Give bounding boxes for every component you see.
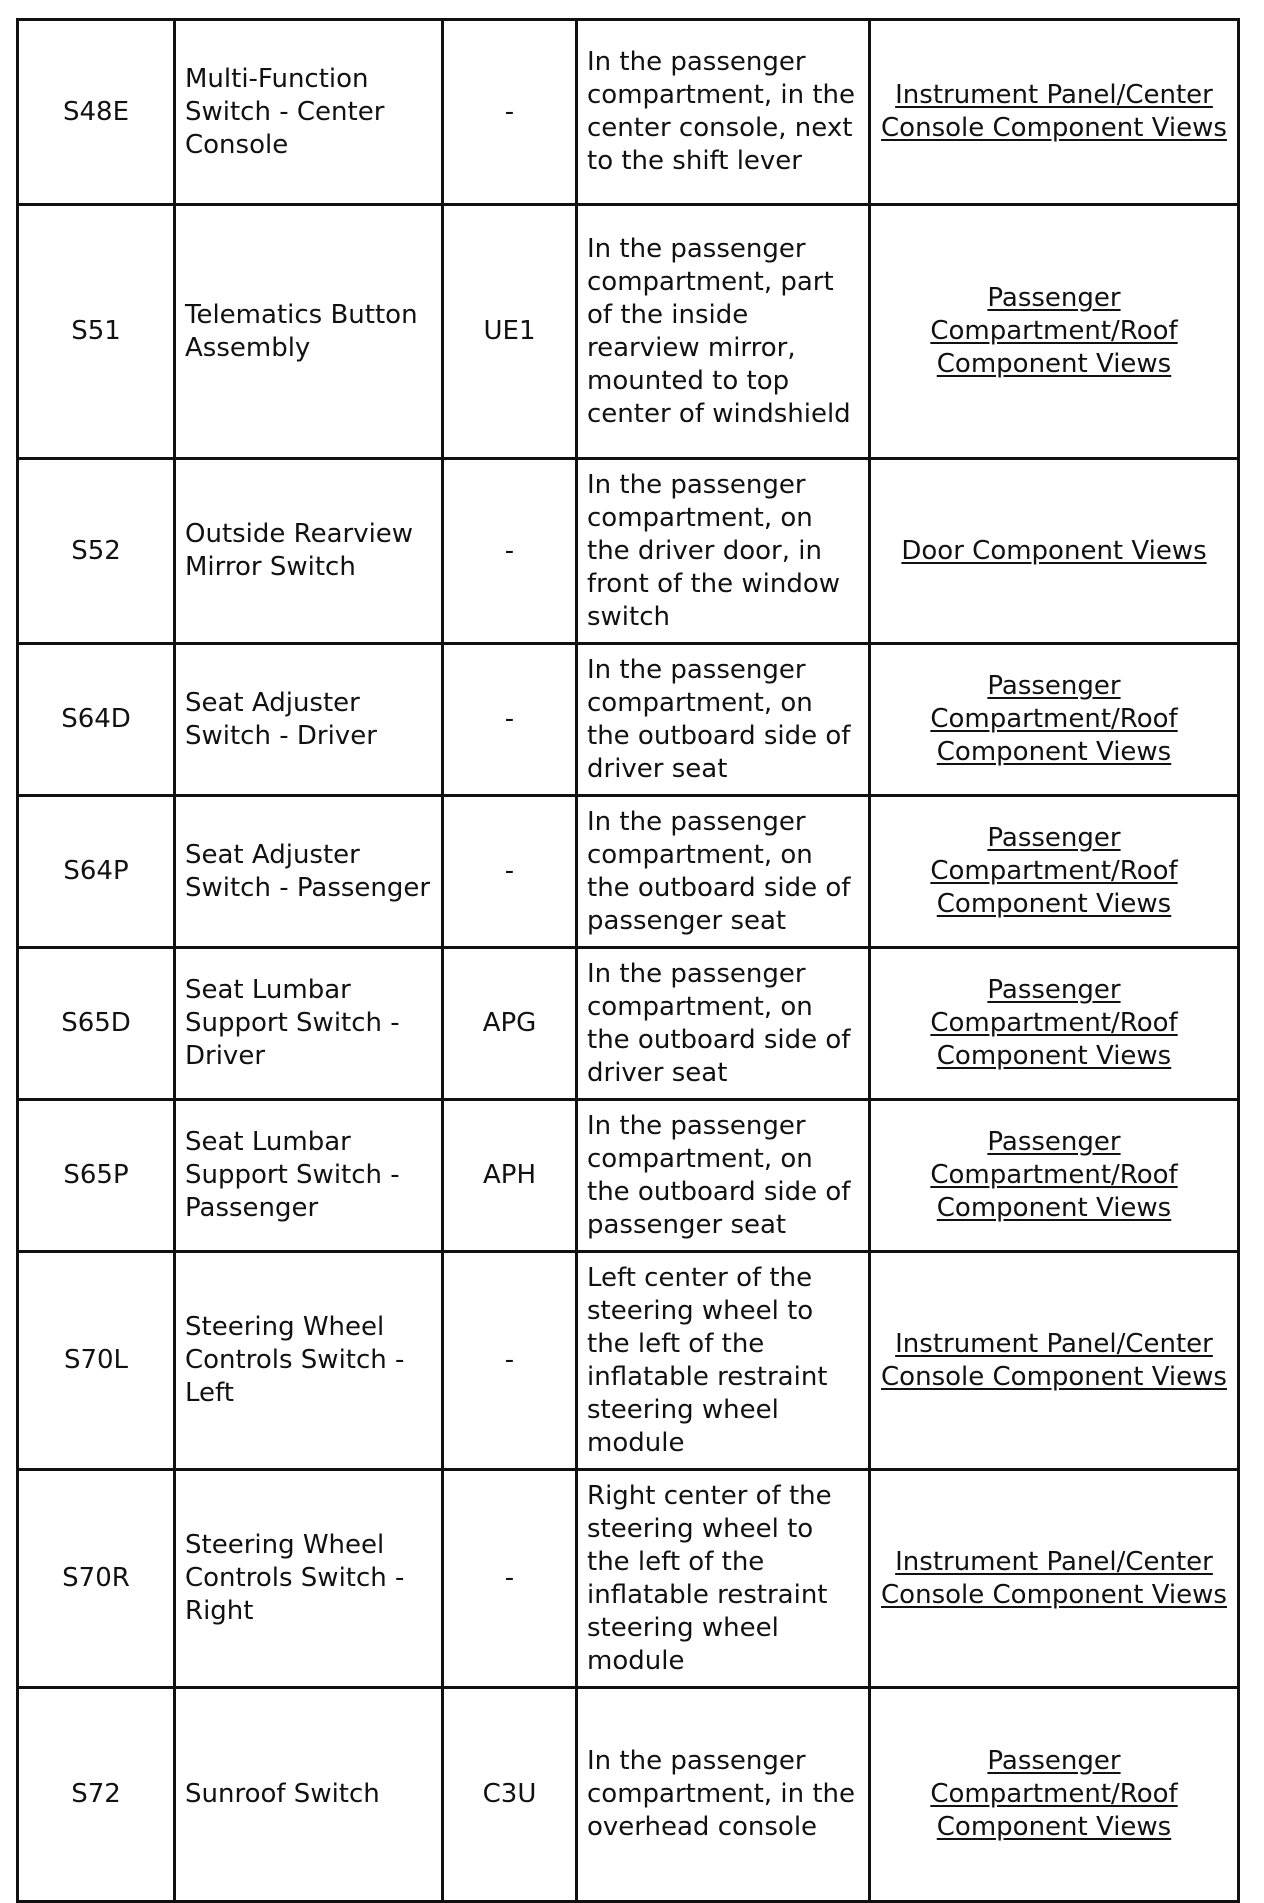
component-name: Steering Wheel Controls Switch - Left — [175, 1252, 443, 1470]
component-location: In the passenger compartment, on the outboard side of driver seat — [577, 948, 870, 1100]
component-location: In the passenger compartment, on the driver door, in front of the window switch — [577, 459, 870, 644]
component-location: In the passenger compartment, in the overhead console — [577, 1688, 870, 1902]
option-code: - — [443, 644, 577, 796]
option-code: C3U — [443, 1688, 577, 1902]
component-number: S64P — [18, 796, 175, 948]
component-view-link[interactable]: Instrument Panel/Center Console Component Views — [881, 1328, 1227, 1392]
view-cell — [870, 1100, 1239, 1252]
table-row — [18, 205, 1239, 459]
component-number: S48E — [18, 20, 175, 205]
component-name: Multi-Function Switch - Center Console — [175, 20, 443, 205]
component-number: S64D — [18, 644, 175, 796]
view-cell — [870, 205, 1239, 459]
option-code: APG — [443, 948, 577, 1100]
component-view-link[interactable]: Passenger Compartment/Roof Component Views — [930, 1127, 1178, 1223]
table-row — [18, 796, 1239, 948]
component-name: Seat Lumbar Support Switch - Passenger — [175, 1100, 443, 1252]
option-code: UE1 — [443, 205, 577, 459]
option-code: - — [443, 1252, 577, 1470]
component-name: Steering Wheel Controls Switch - Right — [175, 1470, 443, 1688]
component-name: Telematics Button Assembly — [175, 205, 443, 459]
component-view-link[interactable]: Passenger Compartment/Roof Component Views — [930, 283, 1178, 379]
option-code: - — [443, 459, 577, 644]
table-row — [18, 1100, 1239, 1252]
option-code: APH — [443, 1100, 577, 1252]
component-view-link[interactable]: Passenger Compartment/Roof Component Views — [930, 975, 1178, 1071]
component-name: Sunroof Switch — [175, 1688, 443, 1902]
component-name: Seat Adjuster Switch - Passenger — [175, 796, 443, 948]
option-code: - — [443, 1470, 577, 1688]
view-cell — [870, 948, 1239, 1100]
view-cell — [870, 644, 1239, 796]
option-code: - — [443, 796, 577, 948]
table-row — [18, 459, 1239, 644]
component-location: In the passenger compartment, on the outboard side of driver seat — [577, 644, 870, 796]
component-location: In the passenger compartment, part of the inside rearview mirror, mounted to top center of windshield — [577, 205, 870, 459]
component-location: Left center of the steering wheel to the left of the inflatable restraint steering wheel module — [577, 1252, 870, 1470]
component-number: S52 — [18, 459, 175, 644]
component-name: Seat Adjuster Switch - Driver — [175, 644, 443, 796]
component-number: S70L — [18, 1252, 175, 1470]
view-cell — [870, 20, 1239, 205]
table-row — [18, 20, 1239, 205]
component-name: Outside Rearview Mirror Switch — [175, 459, 443, 644]
table-row — [18, 948, 1239, 1100]
table-row — [18, 1688, 1239, 1902]
table-row — [18, 644, 1239, 796]
component-view-link[interactable]: Door Component Views — [901, 535, 1207, 566]
component-view-link[interactable]: Instrument Panel/Center Console Component Views — [881, 80, 1227, 143]
table-row — [18, 1470, 1239, 1688]
option-code: - — [443, 20, 577, 205]
component-location: In the passenger compartment, on the outboard side of passenger seat — [577, 1100, 870, 1252]
component-number: S72 — [18, 1688, 175, 1902]
component-number: S65D — [18, 948, 175, 1100]
table-row — [18, 1252, 1239, 1470]
component-location: Right center of the steering wheel to the left of the inflatable restraint steering wheel module — [577, 1470, 870, 1688]
view-cell — [870, 1470, 1239, 1688]
component-locator-table — [16, 18, 1240, 1903]
component-view-link[interactable]: Passenger Compartment/Roof Component Views — [930, 671, 1178, 767]
component-location: In the passenger compartment, on the outboard side of passenger seat — [577, 796, 870, 948]
component-number: S65P — [18, 1100, 175, 1252]
component-name: Seat Lumbar Support Switch - Driver — [175, 948, 443, 1100]
component-number: S51 — [18, 205, 175, 459]
view-cell — [870, 1688, 1239, 1902]
table-body — [18, 20, 1239, 1902]
view-cell — [870, 459, 1239, 644]
view-cell — [870, 796, 1239, 948]
component-view-link[interactable]: Passenger Compartment/Roof Component Views — [930, 1746, 1178, 1842]
view-cell — [870, 1252, 1239, 1470]
component-location: In the passenger compartment, in the center console, next to the shift lever — [577, 20, 870, 205]
component-view-link[interactable]: Instrument Panel/Center Console Component Views — [881, 1546, 1227, 1610]
component-view-link[interactable]: Passenger Compartment/Roof Component Views — [930, 823, 1178, 919]
component-number: S70R — [18, 1470, 175, 1688]
